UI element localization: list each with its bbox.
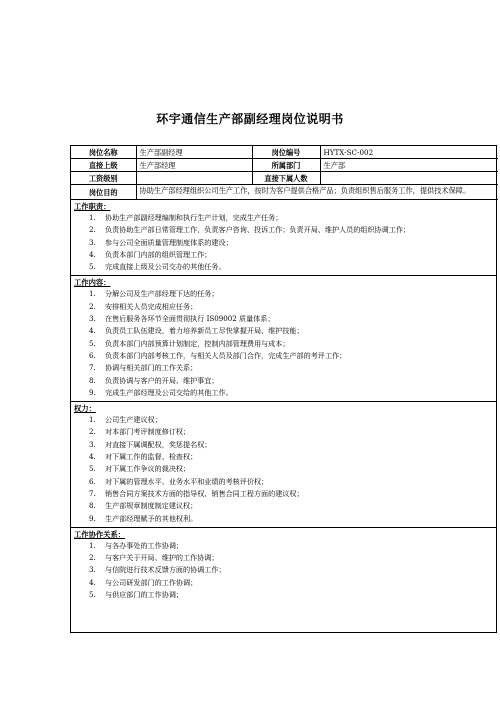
list-item bbox=[71, 375, 496, 387]
list-item-number: 2. bbox=[89, 301, 96, 311]
list-item bbox=[71, 313, 496, 325]
purpose-value: 协助生产部经理组织公司生产工作，按时为客户提供合格产品；负责组织售后服务工作，提供技术保障。 bbox=[136, 185, 498, 200]
list-item bbox=[71, 451, 496, 463]
list-item bbox=[71, 288, 496, 300]
list-item-text: 销售合同方案技术方面的指导权、销售合同工程方面的建议权； bbox=[105, 488, 304, 498]
department-value: 生产部 bbox=[320, 159, 498, 172]
list-item-text: 负责本部门内部考核工作，与相关人员及部门合作，完成生产部的考评工作； bbox=[105, 350, 347, 360]
list-item bbox=[71, 261, 496, 273]
list-item-text: 在售后服务各环节全面贯彻执行 IS09002 质量体系； bbox=[105, 314, 275, 324]
list-item-text: 与公司研发部门的工作协调； bbox=[105, 577, 198, 587]
list-item bbox=[71, 325, 496, 337]
list-item bbox=[71, 577, 496, 589]
list-item-text: 对下属工作的监督、检查权； bbox=[105, 452, 198, 462]
list-item-number: 5. bbox=[89, 338, 96, 348]
section-duties bbox=[71, 200, 496, 276]
list-item-number: 8. bbox=[89, 501, 96, 511]
section-cooperation bbox=[71, 528, 496, 603]
section-heading-text: 权力： bbox=[74, 404, 96, 414]
list-item bbox=[71, 414, 496, 426]
section-heading bbox=[71, 403, 496, 414]
list-item-text: 对下属工作争议的裁决权； bbox=[105, 464, 191, 474]
list-item-text: 对本部门考评制度修订权； bbox=[105, 427, 191, 437]
sections-container bbox=[71, 200, 496, 603]
direct-superior-value: 生产部经理 bbox=[136, 159, 252, 172]
list-item bbox=[71, 513, 496, 525]
list-item-text: 完成直接上级及公司交办的其他任务。 bbox=[105, 262, 226, 272]
subordinates-value bbox=[320, 172, 498, 185]
subordinates-label: 直接下属人数 bbox=[252, 172, 320, 185]
section-heading bbox=[71, 529, 496, 540]
list-item-number: 2. bbox=[89, 553, 96, 563]
info-row-purpose bbox=[71, 185, 498, 200]
list-item-text: 安排相关人员完成相应任务； bbox=[105, 301, 198, 311]
section-list bbox=[71, 540, 496, 601]
list-item bbox=[71, 552, 496, 564]
list-item-number: 3. bbox=[89, 565, 96, 575]
list-item bbox=[71, 224, 496, 236]
direct-superior-label: 直接上级 bbox=[71, 159, 136, 172]
list-item-number: 4. bbox=[89, 326, 96, 336]
list-item bbox=[71, 439, 496, 451]
list-item-text: 公司生产建议权； bbox=[105, 415, 162, 425]
list-item-text: 分解公司及生产部经理下达的任务； bbox=[105, 289, 219, 299]
list-item-number: 2. bbox=[89, 427, 96, 437]
list-item-text: 负责员工队伍建设，着力培养新员工尽快掌握开局、维护技能； bbox=[105, 326, 304, 336]
list-item-number: 9. bbox=[89, 513, 96, 523]
list-item-number: 7. bbox=[89, 488, 96, 498]
list-item-number: 6. bbox=[89, 350, 96, 360]
list-item bbox=[71, 540, 496, 552]
list-item-number: 6. bbox=[89, 476, 96, 486]
list-item bbox=[71, 249, 496, 261]
position-name-label: 岗位名称 bbox=[71, 146, 136, 159]
list-item-number: 4. bbox=[89, 577, 96, 587]
list-item-number: 3. bbox=[89, 439, 96, 449]
list-item-number: 4. bbox=[89, 452, 96, 462]
section-heading-text: 工作职责： bbox=[74, 202, 111, 211]
list-item bbox=[71, 500, 496, 512]
position-code-label: 岗位编号 bbox=[252, 146, 320, 159]
section-list bbox=[71, 414, 496, 525]
purpose-label: 岗位目的 bbox=[71, 185, 136, 200]
list-item bbox=[71, 350, 496, 362]
list-item-text: 协调与相关部门的工作关系； bbox=[105, 363, 198, 373]
section-list bbox=[71, 212, 496, 273]
list-item-number: 1. bbox=[89, 415, 96, 425]
list-item-text: 与客户关于开局、维护的工作协调； bbox=[105, 553, 219, 563]
section-heading bbox=[71, 201, 496, 212]
info-row-superior bbox=[71, 159, 498, 172]
list-item bbox=[71, 564, 496, 576]
list-item-text: 生产部规章制度制定建议权； bbox=[105, 501, 198, 511]
list-item-text: 生产部经理赋予的其他权利。 bbox=[105, 513, 198, 523]
list-item bbox=[71, 301, 496, 313]
list-item-number: 1. bbox=[89, 213, 96, 222]
position-name-value: 生产部副经理 bbox=[136, 146, 252, 159]
info-row-name bbox=[71, 146, 498, 159]
document-title: 环宇通信生产部副经理岗位说明书 bbox=[156, 112, 344, 126]
section-work-content bbox=[71, 276, 496, 402]
grade-value bbox=[136, 172, 252, 185]
list-item-text: 对下属的管理水平、业务水平和业绩的考核评价权； bbox=[105, 476, 269, 486]
department-label: 所属部门 bbox=[252, 159, 320, 172]
basic-info-table bbox=[71, 146, 498, 200]
list-item bbox=[71, 476, 496, 488]
section-authority bbox=[71, 402, 496, 528]
list-item-number: 1. bbox=[89, 289, 96, 299]
list-item-number: 9. bbox=[89, 387, 96, 397]
list-item bbox=[71, 237, 496, 249]
position-code-value: HYTX-SC-002 bbox=[320, 146, 498, 159]
list-item-text: 负责协调与客户的开局、维护事宜； bbox=[105, 375, 219, 385]
list-item-text: 对直接下属调配权，奖惩提名权； bbox=[105, 439, 212, 449]
list-item-text: 负责本部门内部的组织管理工作； bbox=[105, 249, 212, 259]
section-heading-text: 工作协作关系： bbox=[74, 529, 126, 539]
list-item-text: 参与公司全面质量管理制度体系的建设； bbox=[105, 237, 233, 247]
list-item-number: 4. bbox=[89, 249, 96, 259]
list-item bbox=[71, 338, 496, 350]
list-item bbox=[71, 212, 496, 224]
job-description-form bbox=[70, 145, 497, 633]
list-item-number: 5. bbox=[89, 464, 96, 474]
list-item-number: 7. bbox=[89, 363, 96, 373]
list-item bbox=[71, 488, 496, 500]
list-item bbox=[71, 463, 496, 475]
list-item bbox=[71, 426, 496, 438]
grade-label: 工资级别 bbox=[71, 172, 136, 185]
list-item-number: 3. bbox=[89, 237, 96, 247]
section-heading-text: 工作内容： bbox=[74, 278, 111, 288]
list-item-text: 与供应部门的工作协调； bbox=[105, 590, 184, 600]
list-item bbox=[71, 362, 496, 374]
section-list bbox=[71, 288, 496, 399]
list-item-number: 8. bbox=[89, 375, 96, 385]
list-item-text: 与信院进行技术反馈方面的协调工作； bbox=[105, 565, 226, 575]
list-item bbox=[71, 387, 496, 399]
list-item-number: 1. bbox=[89, 540, 96, 550]
list-item-text: 负责本部门内部预算计划制定，控制内部管理费用与成本； bbox=[105, 338, 290, 348]
list-item-number: 2. bbox=[89, 225, 96, 235]
list-item-text: 完成生产部经理及公司交给的其他工作。 bbox=[105, 387, 233, 397]
list-item-number: 5. bbox=[89, 262, 96, 272]
list-item-text: 与各办事处的工作协调； bbox=[105, 540, 184, 550]
list-item bbox=[71, 589, 496, 601]
list-item-number: 3. bbox=[89, 314, 96, 324]
info-row-grade bbox=[71, 172, 498, 185]
list-item-number: 5. bbox=[89, 590, 96, 600]
section-heading bbox=[71, 277, 496, 288]
list-item-text: 负责协助生产部日常管理工作，负责客户咨询、投诉工作；负责开局、维护人员的组织协调工作； bbox=[105, 225, 411, 235]
list-item-text: 协助生产部副经理编制和执行生产计划，完成生产任务； bbox=[105, 213, 283, 222]
